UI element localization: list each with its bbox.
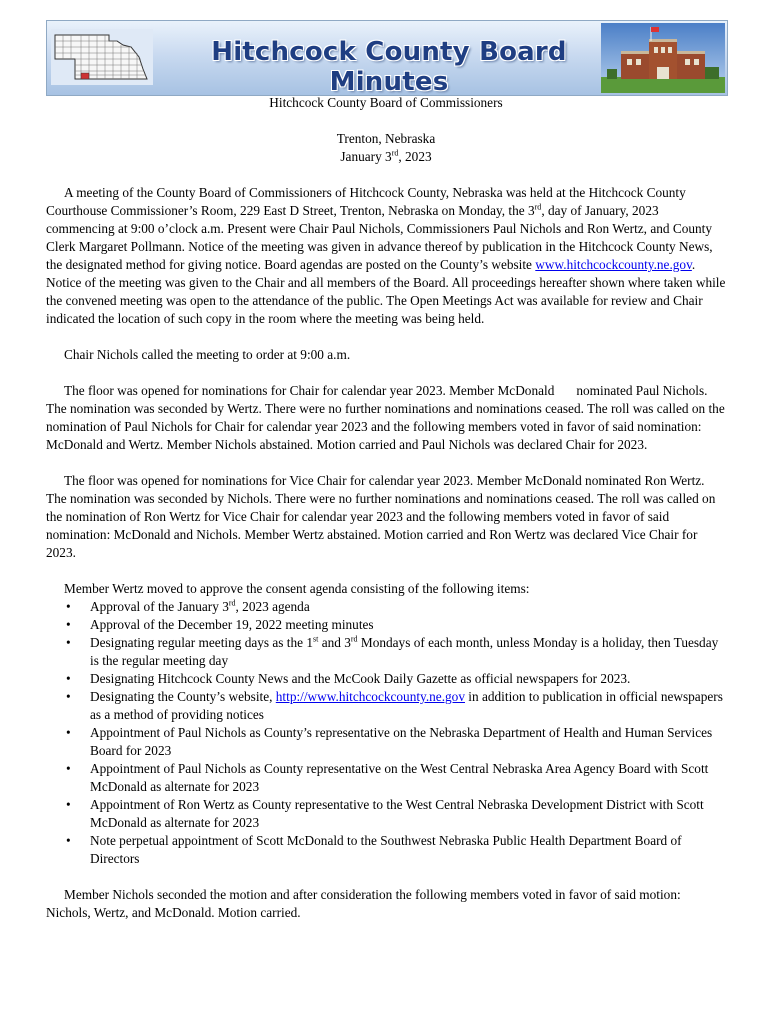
bullet: • [66, 599, 71, 614]
minutes-body [46, 94, 726, 922]
consent-agenda-list [46, 598, 726, 868]
bullet: • [66, 833, 71, 848]
list-item: • Approval of the December 19, 2022 meeting minutes [66, 617, 374, 632]
list-item: • Designating Hitchcock County News and the McCook Daily Gazette as official newspapers for 2023. [66, 671, 631, 686]
meeting-date: January 3rd, 2023 [340, 148, 432, 164]
courthouse-photo-icon [601, 23, 725, 93]
header-banner [46, 20, 728, 96]
list-item: • Appointment of Ron Wertz as County representative to the West Central Nebraska Development District with Scott McDonald as alternate for 2023 [66, 797, 704, 830]
vice-chair-nomination-paragraph: The floor was opened for nominations for Vice Chair for calendar year 2023. Member McDonald nominated Ron Wertz. The nomination was seconded by Nichols. There were no further nominations and nominations ceased. The roll was called on the nomination of Ron Wertz for Vice Chair for calendar year 2023 and the following members voted in favor of said nomination: McDonald and Nichols. Member Wertz abstained. Motion carried and Ron Wertz was declared Vice Chair for 2023. [46, 473, 716, 560]
bullet: • [66, 617, 71, 632]
meeting-location: Trenton, Nebraska [336, 131, 436, 146]
county-website-url-link[interactable]: http://www.hitchcockcounty.ne.gov [275, 689, 465, 704]
intro-paragraph: A meeting of the County Board of Commissioners of Hitchcock County, Nebraska was held at the Hitchcock County Courthouse Commissioner’s Room, 229 East D Street, Trenton, Nebraska on Monday, the 3rd, day of January, 2023 commencing at 9:00 o’clock a.m. Present were Chair Paul Nichols, Commissioners Paul Nichols and Ron Wertz, and County Clerk Margaret Pollmann. Notice of the meeting was given in advance thereof by publication in the Hitchcock County News, the designated method for giving notice. Board agendas are posted on the County’s website www.hitchcockcounty.ne.gov. Notice of the meeting was given to the Chair and all members of the Board. All proceedings hereafter shown where taken while the convened meeting was open to the attendance of the public. The Open Meetings Act was available for review and Chair indicated the location of such copy in the room where the meeting was being held. [46, 185, 726, 326]
list-item: • Approval of the January 3rd, 2023 agenda [66, 598, 310, 614]
list-item: • Designating the County’s website, http://www.hitchcockcounty.ne.gov in addition to publication in official newspapers as a method of providing notices [66, 689, 723, 722]
list-item: • Appointment of Paul Nichols as County’s representative on the Nebraska Department of Health and Human Services Board for 2023 [66, 725, 713, 758]
board-name: Hitchcock County Board of Commissioners [269, 95, 503, 110]
list-item: • Designating regular meeting days as the 1st and 3rd Mondays of each month, unless Monday is a holiday, then Tuesday is the regular meeting day [66, 634, 719, 668]
nebraska-county-map-icon [51, 29, 153, 85]
bullet: • [66, 689, 71, 704]
chair-nomination-paragraph: The floor was opened for nominations for Chair for calendar year 2023. Member McDonald nominated Paul Nichols. The nomination was seconded by Wertz. There were no further nominations and nominations ceased. The roll was called on the nomination of Paul Nichols for Chair for calendar year 2023 and the following members voted in favor of said nomination: McDonald and Wertz. Member Nichols abstained. Motion carried and Paul Nichols was declared Chair for 2023. [46, 383, 725, 452]
consent-agenda-intro: Member Wertz moved to approve the consent agenda consisting of the following items: [64, 581, 530, 596]
county-website-link[interactable]: www.hitchcockcounty.ne.gov [535, 257, 692, 272]
bullet: • [66, 761, 71, 776]
banner-title: Hitchcock County Board Minutes [211, 37, 567, 96]
list-item: • Appointment of Paul Nichols as County representative on the West Central Nebraska Area Agency Board with Scott McDonald as alternate for 2023 [66, 761, 709, 794]
bullet: • [66, 725, 71, 740]
bullet: • [66, 797, 71, 812]
bullet: • [66, 635, 71, 650]
motion-second-paragraph: Member Nichols seconded the motion and after consideration the following members voted in favor of said motion: Nichols, Wertz, and McDonald. Motion carried. [46, 887, 681, 920]
bullet: • [66, 671, 71, 686]
list-item: • Note perpetual appointment of Scott McDonald to the Southwest Nebraska Public Health Department Board of Directors [66, 833, 682, 866]
call-to-order-paragraph: Chair Nichols called the meeting to order at 9:00 a.m. [64, 347, 351, 362]
